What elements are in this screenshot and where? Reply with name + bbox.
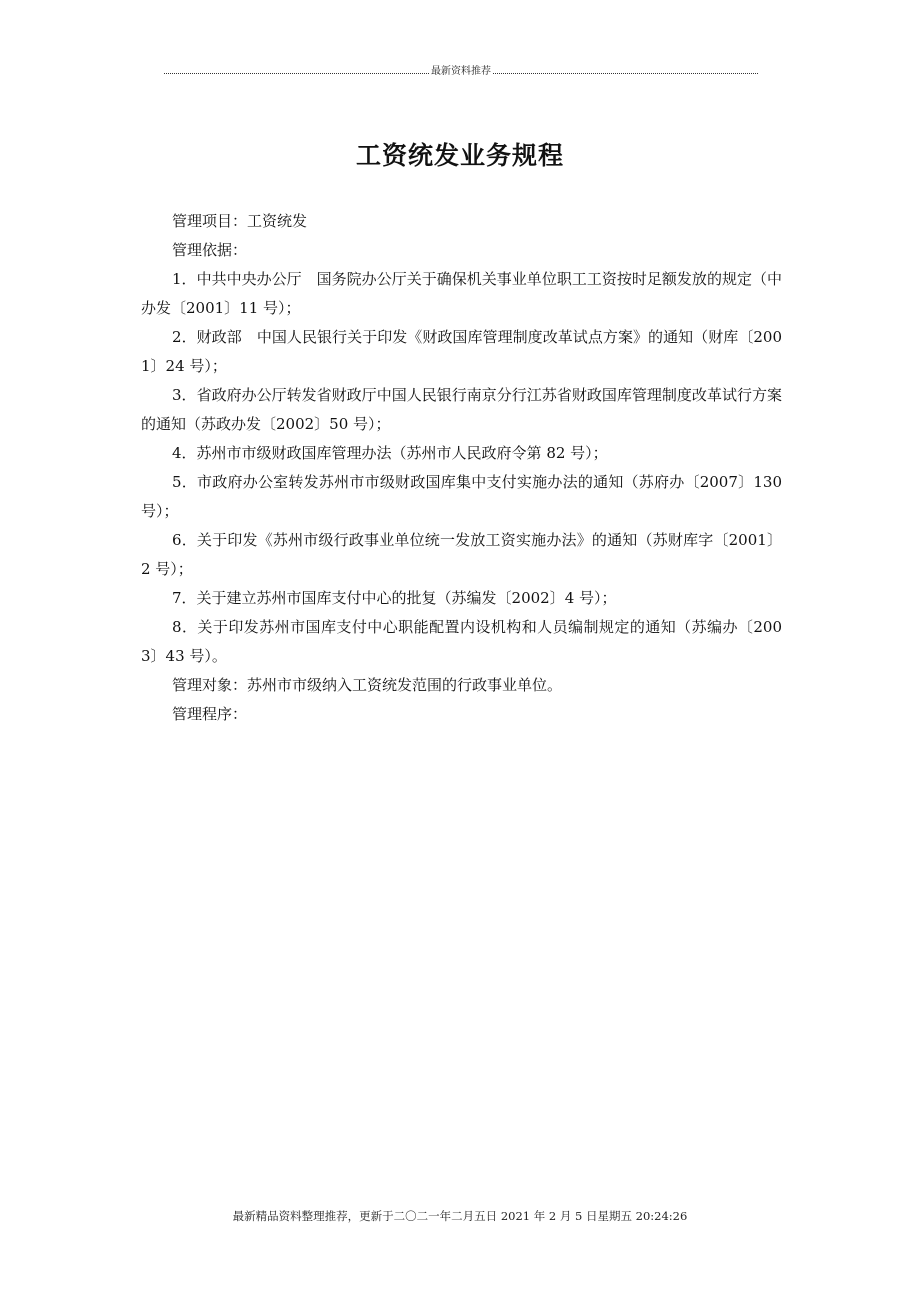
basis-item-8: 8．关于印发苏州市国库支付中心职能配置内设机构和人员编制规定的通知（苏编办〔2003〕43 号）。 [141,618,782,665]
basis-item-2: 2．财政部 中国人民银行关于印发《财政国库管理制度改革试点方案》的通知（财库〔2001〕24 号）； [141,328,782,375]
basis-item-7: 7．关于建立苏州市国库支付中心的批复（苏编发〔2002〕4 号）； [172,589,617,607]
paragraph-management-item: 管理项目：工资统发 [172,212,308,230]
page-footer: 最新精品资料整理推荐，更新于二〇二一年二月五日 2021 年 2 月 5 日星期五 20:24:26 [232,1209,688,1223]
paragraph-management-basis: 管理依据： [172,241,248,259]
header-label: 最新资料推荐 [431,66,491,77]
document-title: 工资统发业务规程 [355,141,564,170]
document-body [141,207,782,729]
basis-item-3: 3．省政府办公厅转发省财政厅中国人民银行南京分行江苏省财政国库管理制度改革试行方案的通知（苏政办发〔2002〕50 号）； [141,386,782,433]
header-dotted-rule-left [164,73,429,74]
page-header [164,65,758,79]
paragraph-management-procedure: 管理程序： [172,705,248,723]
basis-item-5: 5．市政府办公室转发苏州市市级财政国库集中支付实施办法的通知（苏府办〔2007〕130 号）； [141,473,782,520]
basis-item-4: 4．苏州市市级财政国库管理办法（苏州市人民政府令第 82 号）； [172,444,608,462]
basis-item-6: 6．关于印发《苏州市级行政事业单位统一发放工资实施办法》的通知（苏财库字〔2001〕2 号）； [141,531,782,578]
paragraph-management-object: 管理对象：苏州市市级纳入工资统发范围的行政事业单位。 [172,676,563,694]
basis-item-1: 1．中共中央办公厅 国务院办公厅关于确保机关事业单位职工工资按时足额发放的规定（中办发〔2001〕11 号）； [141,270,782,317]
header-dotted-rule-right [493,73,758,74]
